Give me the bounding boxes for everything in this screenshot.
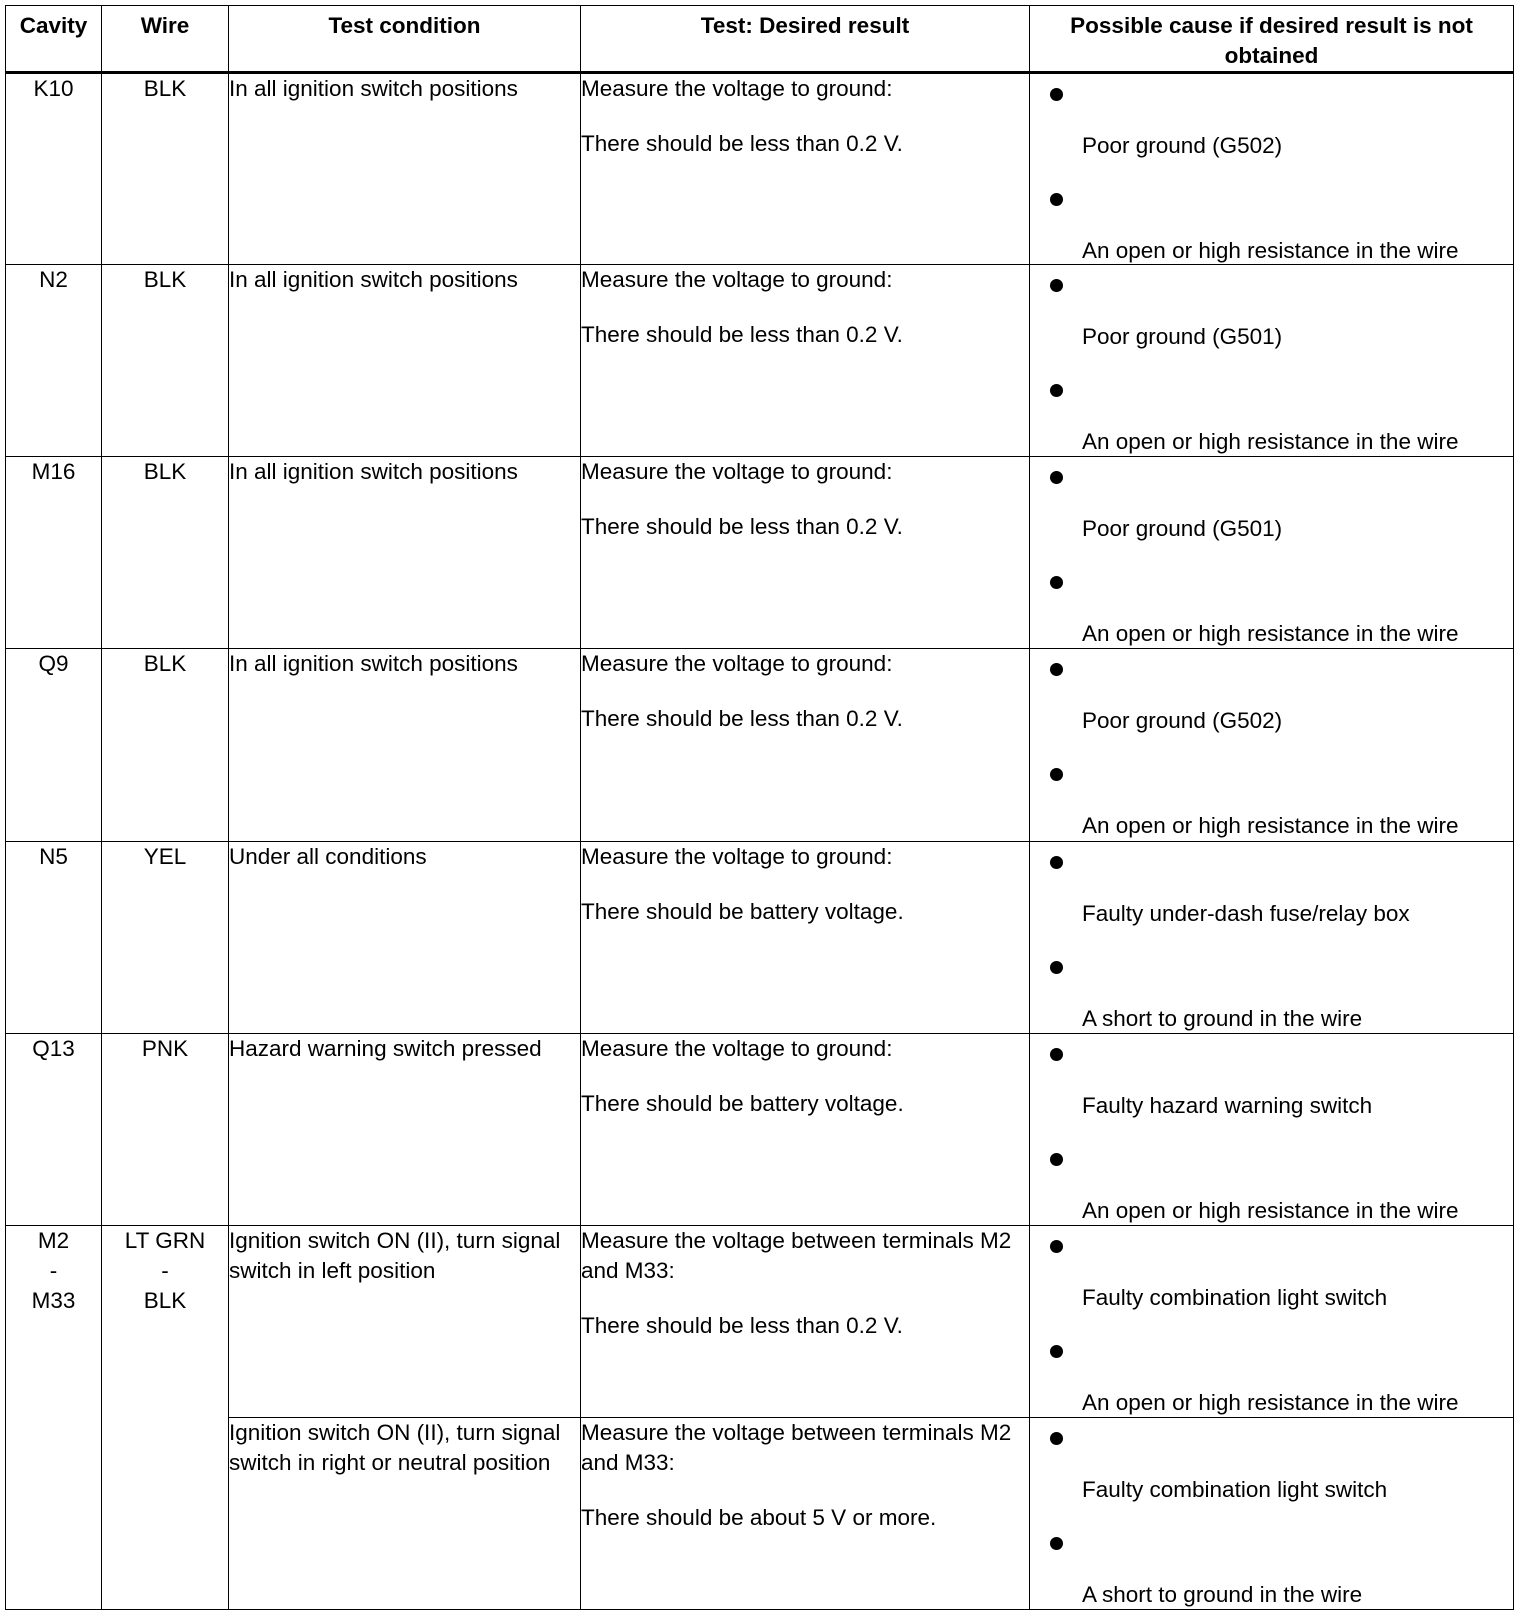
table-row [6, 265, 1514, 457]
result-expected: There should be battery voltage. [581, 898, 904, 924]
cavity-bottom: M33 [31, 1287, 76, 1313]
result-instruction: Measure the voltage to ground: [581, 459, 893, 485]
wire-cell: PNK [102, 1033, 229, 1225]
cause-text: An open or high resistance in the wire [1082, 813, 1459, 839]
result-expected: There should be less than 0.2 V. [581, 131, 903, 156]
cause-cell [1030, 1417, 1514, 1609]
cause-cell [1030, 649, 1514, 841]
cause-text: Poor ground (G501) [1082, 516, 1283, 542]
bullet-icon [1050, 1432, 1063, 1445]
table-row [6, 841, 1514, 1033]
bullet-icon [1050, 471, 1063, 484]
bullet-icon [1050, 663, 1063, 676]
bullet-icon [1050, 1153, 1063, 1166]
wire-cell [102, 1225, 229, 1609]
result-instruction: Measure the voltage to ground: [581, 76, 893, 101]
cause-text: A short to ground in the wire [1082, 1005, 1363, 1031]
condition-cell: Hazard warning switch pressed [229, 1033, 581, 1225]
result-expected: There should be about 5 V or more. [581, 1504, 937, 1530]
cavity-top: M2 [37, 1227, 70, 1253]
cavity-cell: Q9 [6, 649, 102, 841]
cause-cell [1030, 457, 1514, 649]
bullet-icon [1050, 1537, 1063, 1550]
bullet-icon [1050, 1240, 1063, 1253]
cause-text: An open or high resistance in the wire [1082, 429, 1459, 455]
cause-text: An open or high resistance in the wire [1082, 1197, 1459, 1223]
wire-cell: BLK [102, 457, 229, 649]
bullet-icon [1050, 193, 1063, 206]
result-instruction: Measure the voltage to ground: [581, 843, 893, 869]
table-row [6, 1225, 1514, 1417]
wire-bottom: BLK [143, 1287, 187, 1313]
header-desired-result: Test: Desired result [581, 6, 1030, 73]
troubleshooting-table [5, 5, 1514, 1610]
result-cell [581, 265, 1030, 457]
cavity-dash: - [49, 1257, 58, 1283]
table-row [6, 649, 1514, 841]
cause-cell [1030, 265, 1514, 457]
result-cell [581, 1417, 1030, 1609]
result-cell [581, 649, 1030, 841]
header-possible-cause: Possible cause if desired result is not obtained [1030, 6, 1514, 73]
cause-cell [1030, 1225, 1514, 1417]
wire-cell: BLK [102, 73, 229, 265]
bullet-icon [1050, 1345, 1063, 1358]
bullet-icon [1050, 279, 1063, 292]
table-row [6, 457, 1514, 649]
result-expected: There should be battery voltage. [581, 1090, 904, 1116]
result-cell [581, 1033, 1030, 1225]
condition-cell: In all ignition switch positions [229, 265, 581, 457]
cavity-cell: N5 [6, 841, 102, 1033]
cause-cell [1030, 1033, 1514, 1225]
table-row [6, 1033, 1514, 1225]
result-expected: There should be less than 0.2 V. [581, 1312, 903, 1338]
result-instruction: Measure the voltage to ground: [581, 651, 893, 677]
cavity-cell: M16 [6, 457, 102, 649]
cause-text: Faulty combination light switch [1082, 1284, 1388, 1310]
result-expected: There should be less than 0.2 V. [581, 514, 903, 540]
condition-cell: In all ignition switch positions [229, 649, 581, 841]
cause-text: Poor ground (G501) [1082, 324, 1283, 350]
condition-cell: Ignition switch ON (II), turn signal switch in right or neutral position [229, 1417, 581, 1609]
bullet-icon [1050, 88, 1063, 101]
wire-cell: BLK [102, 649, 229, 841]
bullet-icon [1050, 961, 1063, 974]
header-row [6, 6, 1514, 73]
result-instruction: Measure the voltage between terminals M2 and M33: [581, 1227, 1012, 1283]
cavity-cell: Q13 [6, 1033, 102, 1225]
header-wire: Wire [102, 6, 229, 73]
wire-cell: BLK [102, 265, 229, 457]
condition-cell: Under all conditions [229, 841, 581, 1033]
condition-cell: Ignition switch ON (II), turn signal switch in left position [229, 1225, 581, 1417]
cavity-cell [6, 1225, 102, 1609]
wire-cell: YEL [102, 841, 229, 1033]
result-expected: There should be less than 0.2 V. [581, 322, 903, 348]
cavity-cell: N2 [6, 265, 102, 457]
table-row [6, 1417, 1514, 1609]
result-expected: There should be less than 0.2 V. [581, 706, 903, 732]
bullet-icon [1050, 1048, 1063, 1061]
cause-text: An open or high resistance in the wire [1082, 621, 1459, 647]
table-row [6, 73, 1514, 265]
cause-cell [1030, 73, 1514, 265]
header-cavity: Cavity [6, 6, 102, 73]
header-test-condition: Test condition [229, 6, 581, 73]
cause-text: Faulty combination light switch [1082, 1476, 1388, 1502]
wire-dash: - [161, 1257, 169, 1283]
cause-text: Faulty under-dash fuse/relay box [1082, 900, 1410, 926]
cause-text: Faulty hazard warning switch [1082, 1092, 1373, 1118]
result-instruction: Measure the voltage between terminals M2 and M33: [581, 1419, 1012, 1475]
bullet-icon [1050, 576, 1063, 589]
cause-text: A short to ground in the wire [1082, 1581, 1363, 1607]
cause-text: Poor ground (G502) [1082, 133, 1283, 158]
result-instruction: Measure the voltage to ground: [581, 267, 893, 293]
condition-cell: In all ignition switch positions [229, 73, 581, 265]
cavity-cell: K10 [6, 73, 102, 265]
result-cell [581, 457, 1030, 649]
result-cell [581, 1225, 1030, 1417]
cause-cell [1030, 841, 1514, 1033]
condition-cell: In all ignition switch positions [229, 457, 581, 649]
wire-top: LT GRN [124, 1227, 206, 1253]
bullet-icon [1050, 384, 1063, 397]
result-cell [581, 841, 1030, 1033]
cause-text: An open or high resistance in the wire [1082, 1389, 1459, 1415]
cause-text: An open or high resistance in the wire [1082, 238, 1459, 263]
cause-text: Poor ground (G502) [1082, 708, 1283, 734]
bullet-icon [1050, 856, 1063, 869]
bullet-icon [1050, 768, 1063, 781]
result-instruction: Measure the voltage to ground: [581, 1035, 893, 1061]
result-cell [581, 73, 1030, 265]
